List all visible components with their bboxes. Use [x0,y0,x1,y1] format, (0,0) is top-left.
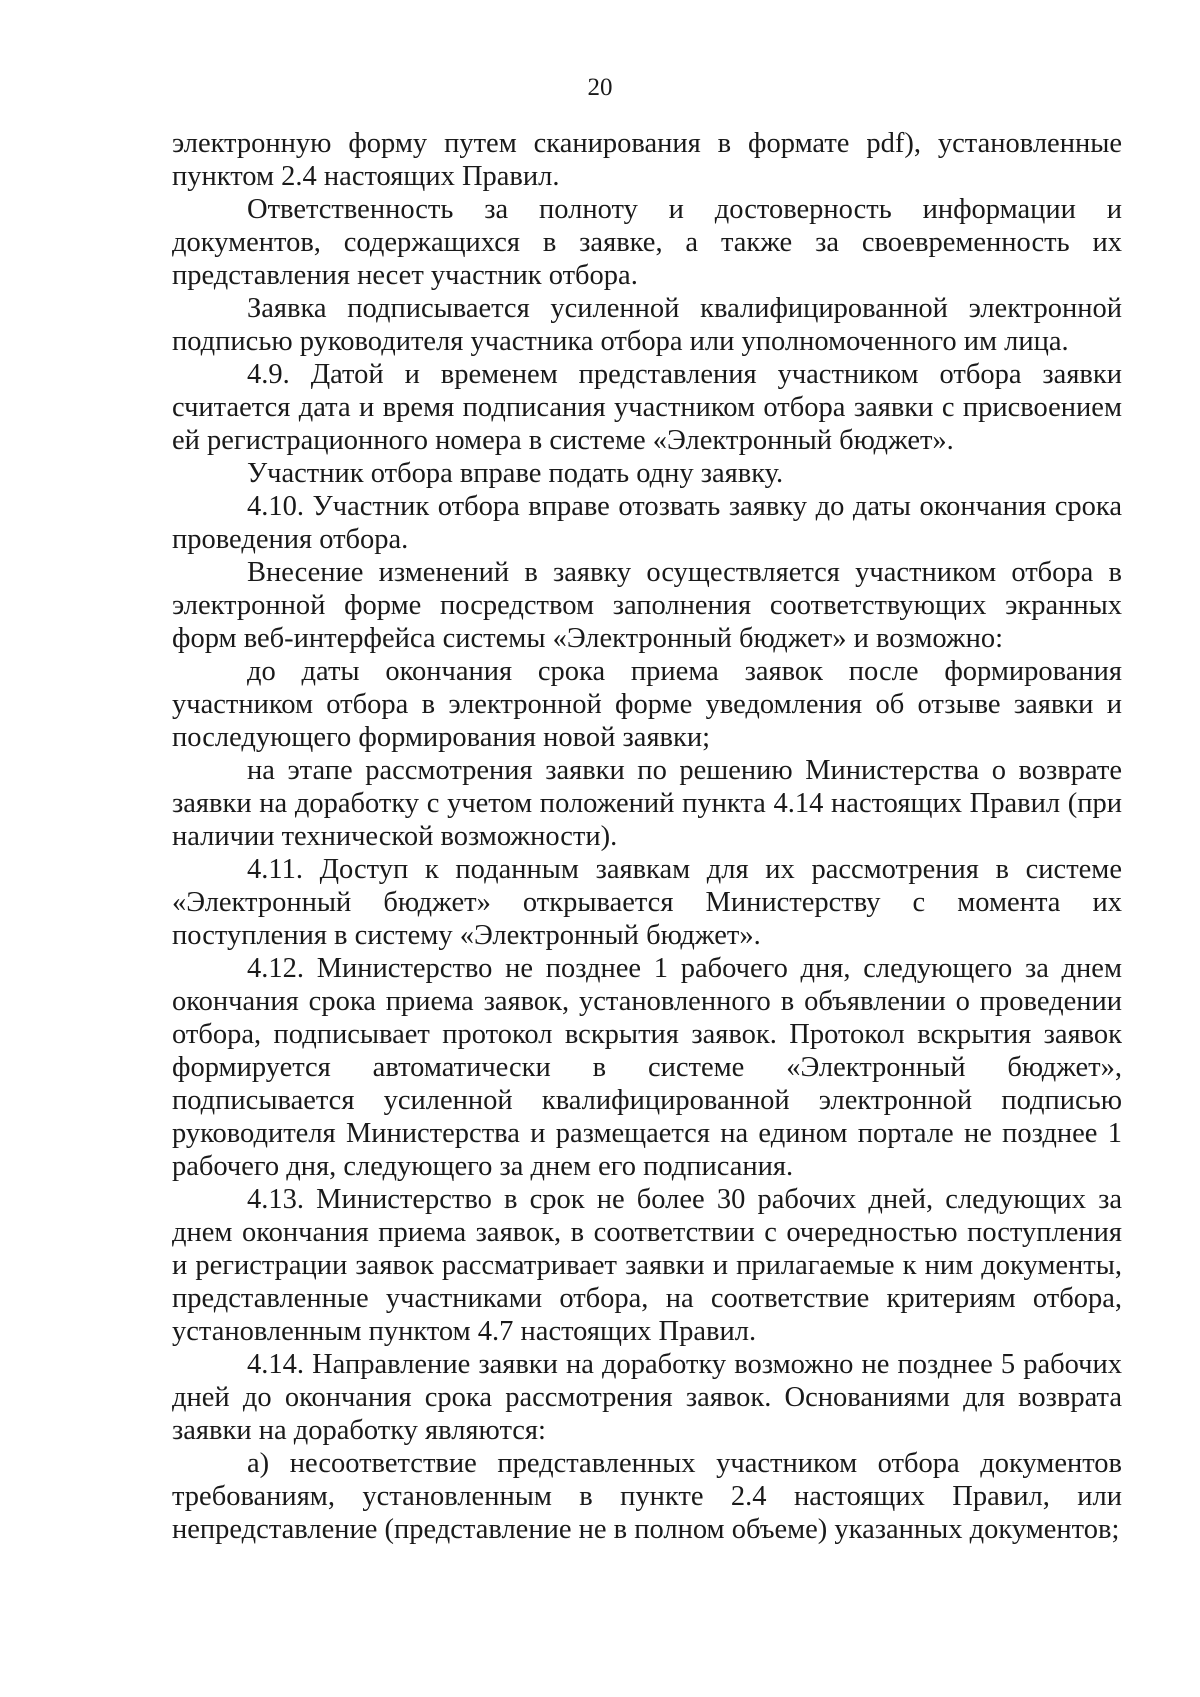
paragraph-changes-before-deadline: до даты окончания срока приема заявок после формирования участником отбора в электронной форме уведомления об отзыве заявки и последующего формирования новой заявки; [172,656,1122,753]
paragraph-signature: Заявка подписывается усиленной квалифицированной электронной подписью руководителя участника отбора или уполномоченного им лица. [172,293,1122,357]
paragraph-4-9: 4.9. Датой и временем представления участником отбора заявки считается дата и время подписания участником отбора заявки с присвоением ей регистрационного номера в системе «Электронный бюджет». [172,359,1122,456]
paragraph-4-12: 4.12. Министерство не позднее 1 рабочего дня, следующего за днем окончания срока приема заявок, установленного в объявлении о проведении отбора, подписывает протокол вскрытия заявок. Протокол вскрытия заявок формируется автоматически в системе «Электронный бюджет», подписывается усиленной квалифицированной электронной подписью руководителя Министерства и размещается на едином портале не позднее 1 рабочего дня, следующего за днем его подписания. [172,953,1122,1182]
paragraph-4-14: 4.14. Направление заявки на доработку возможно не позднее 5 рабочих дней до окончания срока рассмотрения заявок. Основаниями для возврата заявки на доработку являются: [172,1349,1122,1446]
paragraph-4-11: 4.11. Доступ к поданным заявкам для их рассмотрения в системе «Электронный бюджет» открывается Министерству с момента их поступления в систему «Электронный бюджет». [172,854,1122,951]
paragraph-responsibility: Ответственность за полноту и достоверность информации и документов, содержащихся в заявке, а также за своевременность их представления несет участник отбора. [172,194,1122,291]
paragraph-changes: Внесение изменений в заявку осуществляется участником отбора в электронной форме посредством заполнения соответствующих экранных форм веб-интерфейса системы «Электронный бюджет» и возможно: [172,557,1122,654]
document-body [172,127,1122,1546]
paragraph-changes-review-stage: на этапе рассмотрения заявки по решению Министерства о возврате заявки на доработку с учетом положений пункта 4.14 настоящих Правил (при наличии технической возможности). [172,755,1122,852]
paragraph-continuation: электронную форму путем сканирования в формате pdf), установленные пунктом 2.4 настоящих Правил. [172,128,1122,192]
paragraph-4-13: 4.13. Министерство в срок не более 30 рабочих дней, следующих за днем окончания приема заявок, в соответствии с очередностью поступления и регистрации заявок рассматривает заявки и прилагаемые к ним документы, представленные участниками отбора, на соответствие критериям отбора, установленным пунктом 4.7 настоящих Правил. [172,1184,1122,1347]
paragraph-4-14-a: а) несоответствие представленных участником отбора документов требованиям, установленным в пункте 2.4 настоящих Правил, или непредставление (представление не в полном объеме) указанных документов; [172,1448,1122,1545]
paragraph-4-10: 4.10. Участник отбора вправе отозвать заявку до даты окончания срока проведения отбора. [172,491,1122,555]
page-number: 20 [587,74,613,101]
paragraph-one-application: Участник отбора вправе подать одну заявку. [247,458,784,489]
